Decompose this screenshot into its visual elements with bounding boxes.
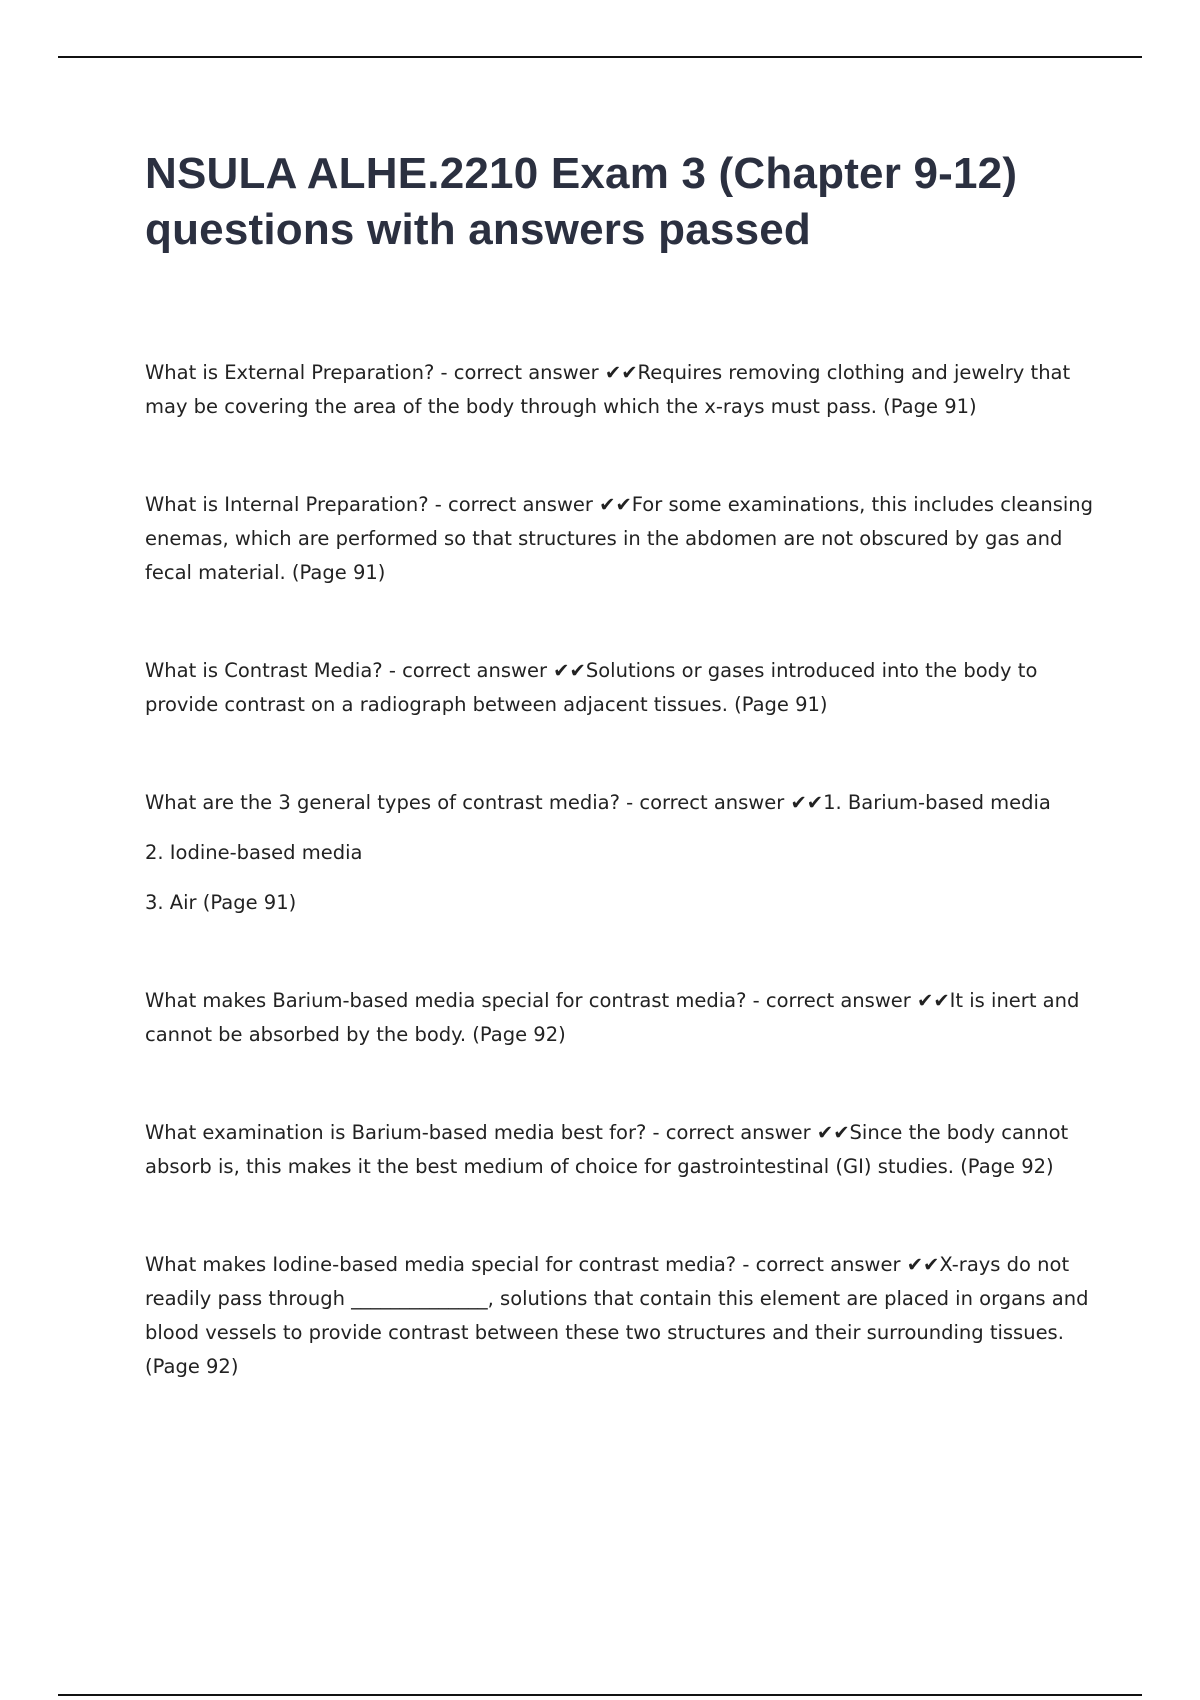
qa-item	[145, 786, 1095, 920]
qa-text: What is Internal Preparation? - correct answer ✔✔For some examinations, this includes cleansing enemas, which are performed so that structures in the abdomen are not obscured by gas and fecal material. (Page 91)	[145, 493, 1094, 584]
qa-text: What examination is Barium-based media best for? - correct answer ✔✔Since the body cannot absorb is, this makes it the best medium of choice for gastrointestinal (GI) studies. (Page 92)	[145, 1121, 1069, 1178]
qa-item	[145, 1116, 1095, 1184]
qa-text: What is External Preparation? - correct answer ✔✔Requires removing clothing and jewelry that may be covering the area of the body through which the x-rays must pass. (Page 91)	[145, 361, 1071, 418]
qa-item	[145, 356, 1095, 424]
qa-item	[145, 654, 1095, 722]
bottom-divider	[58, 1694, 1142, 1696]
qa-item	[145, 488, 1095, 590]
qa-text: What makes Iodine-based media special for contrast media? - correct answer ✔✔X-rays do not readily pass through ______________, solutions that contain this element are placed in organs and blood vessels to provide contrast between these two structures and their surrounding tissues. (Page 92)	[145, 1253, 1089, 1378]
qa-item	[145, 1248, 1095, 1384]
qa-list	[145, 356, 1095, 1448]
qa-list-line: 2. Iodine-based media	[145, 841, 363, 864]
document-title: NSULA ALHE.2210 Exam 3 (Chapter 9-12) questions with answers passed	[145, 149, 1018, 254]
qa-item	[145, 984, 1095, 1052]
qa-text: What makes Barium-based media special for contrast media? - correct answer ✔✔It is inert and cannot be absorbed by the body. (Page 92)	[145, 989, 1080, 1046]
qa-list-line: 3. Air (Page 91)	[145, 891, 297, 914]
top-divider	[58, 56, 1142, 58]
qa-text: What is Contrast Media? - correct answer ✔✔Solutions or gases introduced into the body to provide contrast on a radiograph between adjacent tissues. (Page 91)	[145, 659, 1038, 716]
qa-text: What are the 3 general types of contrast media? - correct answer ✔✔1. Barium-based media	[145, 791, 1051, 814]
